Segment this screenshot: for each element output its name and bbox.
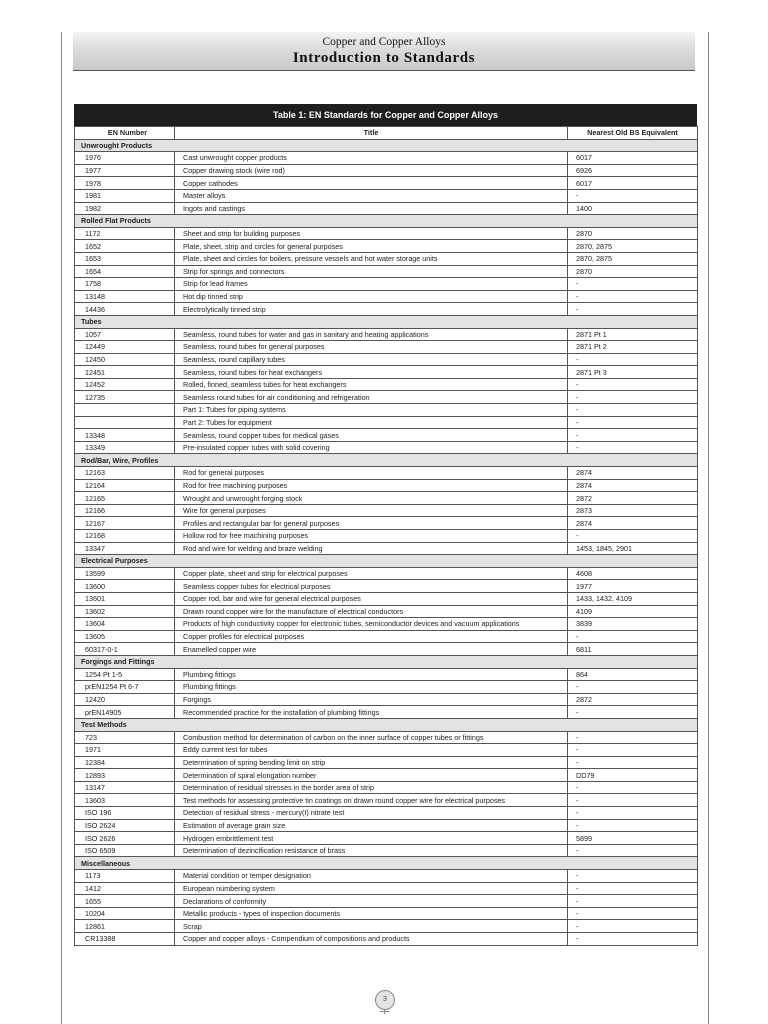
table-row (75, 920, 698, 933)
en-number-cell: 12735 (75, 391, 175, 404)
table-header-row (75, 127, 698, 140)
table-row (75, 240, 698, 253)
bs-equivalent-cell: 2871 Pt 3 (568, 366, 698, 379)
title-cell: Sheet and strip for building purposes (175, 227, 568, 240)
en-number-cell: 12893 (75, 769, 175, 782)
bs-equivalent-cell: - (568, 189, 698, 202)
bs-equivalent-cell: 1453, 1845, 2901 (568, 542, 698, 555)
table-row (75, 643, 698, 656)
title-cell: Plate, sheet, strip and circles for general purposes (175, 240, 568, 253)
table-row (75, 681, 698, 694)
table-row (75, 265, 698, 278)
en-number-cell: 12420 (75, 693, 175, 706)
en-number-cell: 1655 (75, 895, 175, 908)
table-row (75, 504, 698, 517)
table-row (75, 794, 698, 807)
en-number-cell: 1982 (75, 202, 175, 215)
bs-equivalent-cell: 2873 (568, 504, 698, 517)
en-number-cell: 13349 (75, 441, 175, 454)
en-number-cell: prEN14905 (75, 706, 175, 719)
standards-table (74, 104, 697, 946)
en-number-cell: ISO 6509 (75, 844, 175, 857)
en-number-cell: 12164 (75, 479, 175, 492)
table-row (75, 416, 698, 429)
title-cell: Material condition or temper designation (175, 870, 568, 883)
en-number-cell: 12165 (75, 492, 175, 505)
title-cell: Seamless, round tubes for general purposes (175, 341, 568, 354)
en-number-cell: 1654 (75, 265, 175, 278)
en-number-cell: 13602 (75, 605, 175, 618)
title-cell: European numbering system (175, 882, 568, 895)
title-cell: Profiles and rectangular bar for general purposes (175, 517, 568, 530)
table-row (75, 366, 698, 379)
title-cell: Strip for springs and connectors (175, 265, 568, 278)
table-row (75, 202, 698, 215)
bs-equivalent-cell: - (568, 731, 698, 744)
table-row (75, 177, 698, 190)
bs-equivalent-cell: - (568, 681, 698, 694)
bs-equivalent-cell: 2870, 2875 (568, 252, 698, 265)
en-number-cell: 12168 (75, 530, 175, 543)
table-row (75, 832, 698, 845)
table-row (75, 618, 698, 631)
bs-equivalent-cell: 6017 (568, 152, 698, 165)
title-cell: Ingots and castings (175, 202, 568, 215)
en-number-cell: ISO 2624 (75, 819, 175, 832)
bs-equivalent-cell: 2870 (568, 265, 698, 278)
bs-equivalent-cell: 2872 (568, 492, 698, 505)
table-row (75, 567, 698, 580)
bs-equivalent-cell: - (568, 391, 698, 404)
bs-equivalent-cell: 864 (568, 668, 698, 681)
column-header-bs-equivalent: Nearest Old BS Equivalent (568, 127, 698, 140)
en-number-cell: 12167 (75, 517, 175, 530)
table-row (75, 933, 698, 946)
section-row (75, 315, 698, 328)
title-cell: Eddy current test for tubes (175, 744, 568, 757)
bs-equivalent-cell: - (568, 895, 698, 908)
title-cell: Part 2: Tubes for equipment (175, 416, 568, 429)
en-number-cell: 13600 (75, 580, 175, 593)
title-cell: Pre-insulated copper tubes with solid covering (175, 441, 568, 454)
title-cell: Determination of dezincification resistance of brass (175, 844, 568, 857)
title-cell: Copper drawing stock (wire rod) (175, 164, 568, 177)
table-row (75, 517, 698, 530)
bs-equivalent-cell: - (568, 378, 698, 391)
bs-equivalent-cell: - (568, 781, 698, 794)
title-cell: Rod for general purposes (175, 467, 568, 480)
bs-equivalent-cell: - (568, 756, 698, 769)
en-number-cell: 1981 (75, 189, 175, 202)
bs-equivalent-cell: 6017 (568, 177, 698, 190)
title-cell: Wrought and unwrought forging stock (175, 492, 568, 505)
en-number-cell: prEN1254 Pt 6-7 (75, 681, 175, 694)
en-number-cell: 1977 (75, 164, 175, 177)
bs-equivalent-cell: 4608 (568, 567, 698, 580)
bs-equivalent-cell: 1977 (568, 580, 698, 593)
en-number-cell: 12451 (75, 366, 175, 379)
bs-equivalent-cell: - (568, 870, 698, 883)
en-number-cell: 13601 (75, 592, 175, 605)
section-row (75, 718, 698, 731)
title-cell: Detection of residual stress - mercury(I) nitrate test (175, 807, 568, 820)
title-cell: Metallic products - types of inspection documents (175, 907, 568, 920)
title-cell: Copper rod, bar and wire for general electrical purposes (175, 592, 568, 605)
badge-bar (380, 1011, 389, 1012)
bs-equivalent-cell: - (568, 933, 698, 946)
section-heading: Electrical Purposes (75, 555, 698, 568)
bs-equivalent-cell: 1433, 1432, 4109 (568, 592, 698, 605)
column-header-title: Title (175, 127, 568, 140)
title-cell: Hollow rod for free machining purposes (175, 530, 568, 543)
bs-equivalent-cell: - (568, 882, 698, 895)
bs-equivalent-cell: - (568, 429, 698, 442)
title-cell: Cast unwrought copper products (175, 152, 568, 165)
table-row (75, 227, 698, 240)
section-row (75, 857, 698, 870)
left-margin-rule (61, 32, 62, 1024)
en-number-cell: 1758 (75, 278, 175, 291)
title-cell: Determination of residual stresses in the border area of strip (175, 781, 568, 794)
table-row (75, 278, 698, 291)
title-cell: Determination of spiral elongation number (175, 769, 568, 782)
table-row (75, 341, 698, 354)
en-number-cell: 1172 (75, 227, 175, 240)
bs-equivalent-cell: - (568, 819, 698, 832)
section-row (75, 555, 698, 568)
table-row (75, 404, 698, 417)
table-row (75, 807, 698, 820)
bs-equivalent-cell: 2871 Pt 1 (568, 328, 698, 341)
bs-equivalent-cell: 5899 (568, 832, 698, 845)
title-cell: Hot dip tinned strip (175, 290, 568, 303)
title-cell: Recommended practice for the installation of plumbing fittings (175, 706, 568, 719)
table-row (75, 706, 698, 719)
en-number-cell: 14436 (75, 303, 175, 316)
table-row (75, 391, 698, 404)
en-number-cell: 12449 (75, 341, 175, 354)
page-number: 3 (375, 990, 395, 1010)
title-cell: Declarations of conformity (175, 895, 568, 908)
title-cell: Part 1: Tubes for piping systems (175, 404, 568, 417)
en-number-cell: 12384 (75, 756, 175, 769)
en-number-cell: 13148 (75, 290, 175, 303)
en-number-cell: CR13388 (75, 933, 175, 946)
title-cell: Strip for lead frames (175, 278, 568, 291)
bs-equivalent-cell: 2871 Pt 2 (568, 341, 698, 354)
bs-equivalent-cell: 1400 (568, 202, 698, 215)
en-number-cell: 1971 (75, 744, 175, 757)
title-cell: Plate, sheet and circles for boilers, pressure vessels and hot water storage units (175, 252, 568, 265)
title-cell: Master alloys (175, 189, 568, 202)
title-cell: Drawn round copper wire for the manufacture of electrical conductors (175, 605, 568, 618)
header-subtitle: Copper and Copper Alloys (322, 36, 446, 48)
title-cell: Enamelled copper wire (175, 643, 568, 656)
bs-equivalent-cell: - (568, 920, 698, 933)
bs-equivalent-cell: - (568, 844, 698, 857)
title-cell: Rod and wire for welding and braze welding (175, 542, 568, 555)
title-cell: Seamless copper tubes for electrical purposes (175, 580, 568, 593)
title-cell: Copper cathodes (175, 177, 568, 190)
table-row (75, 378, 698, 391)
table-row (75, 895, 698, 908)
en-number-cell: ISO 196 (75, 807, 175, 820)
bs-equivalent-cell: 2874 (568, 467, 698, 480)
table-row (75, 303, 698, 316)
bs-equivalent-cell: DD79 (568, 769, 698, 782)
bs-equivalent-cell: 2870 (568, 227, 698, 240)
en-number-cell: 12166 (75, 504, 175, 517)
table-row (75, 467, 698, 480)
bs-equivalent-cell: 3839 (568, 618, 698, 631)
title-cell: Hydrogen embrittlement test (175, 832, 568, 845)
section-heading: Unwrought Products (75, 139, 698, 152)
en-number-cell: 12861 (75, 920, 175, 933)
section-heading: Rolled Flat Products (75, 215, 698, 228)
section-heading: Test Methods (75, 718, 698, 731)
table-row (75, 630, 698, 643)
table-row (75, 252, 698, 265)
table-row (75, 756, 698, 769)
table-row (75, 731, 698, 744)
en-number-cell: 1173 (75, 870, 175, 883)
bs-equivalent-cell: 2874 (568, 517, 698, 530)
en-number-cell: 723 (75, 731, 175, 744)
bs-equivalent-cell: - (568, 303, 698, 316)
table-row (75, 882, 698, 895)
section-heading: Miscellaneous (75, 857, 698, 870)
en-number-cell: 1653 (75, 252, 175, 265)
en-number-cell: 13147 (75, 781, 175, 794)
table-row (75, 668, 698, 681)
title-cell: Copper plate, sheet and strip for electrical purposes (175, 567, 568, 580)
title-cell: Seamless, round tubes for water and gas in sanitary and heating applications (175, 328, 568, 341)
title-cell: Forgings (175, 693, 568, 706)
title-cell: Test methods for assessing protective tin coatings on drawn round copper wire for electrical purposes (175, 794, 568, 807)
title-cell: Electrolytically tinned strip (175, 303, 568, 316)
title-cell: Combustion method for determination of carbon on the inner surface of copper tubes or fittings (175, 731, 568, 744)
bs-equivalent-cell: - (568, 441, 698, 454)
en-number-cell: 13348 (75, 429, 175, 442)
section-row (75, 139, 698, 152)
table-row (75, 429, 698, 442)
page-title: Introduction to Standards (292, 50, 476, 66)
table-row (75, 844, 698, 857)
table-row (75, 492, 698, 505)
en-number-cell: 1057 (75, 328, 175, 341)
title-cell: Seamless, round capillary tubes (175, 353, 568, 366)
right-margin-rule (708, 32, 709, 1024)
en-number-cell: 12450 (75, 353, 175, 366)
table-row (75, 781, 698, 794)
bs-equivalent-cell: 2870, 2875 (568, 240, 698, 253)
bs-equivalent-cell: - (568, 807, 698, 820)
title-cell: Seamless, round copper tubes for medical gases (175, 429, 568, 442)
en-number-cell: 13599 (75, 567, 175, 580)
column-header-en-number: EN Number (75, 127, 175, 140)
section-row (75, 215, 698, 228)
en-number-cell (75, 404, 175, 417)
table-row (75, 290, 698, 303)
table-row (75, 693, 698, 706)
en-number-cell: 12163 (75, 467, 175, 480)
table-row (75, 870, 698, 883)
en-number-cell: 1978 (75, 177, 175, 190)
table-row (75, 907, 698, 920)
title-cell: Copper profiles for electrical purposes (175, 630, 568, 643)
table-row (75, 353, 698, 366)
table-body (75, 139, 698, 945)
bs-equivalent-cell: - (568, 794, 698, 807)
table-row (75, 328, 698, 341)
bs-equivalent-cell: - (568, 706, 698, 719)
table-title: Table 1: EN Standards for Copper and Copper Alloys (74, 104, 697, 126)
table-row (75, 580, 698, 593)
bs-equivalent-cell: 6811 (568, 643, 698, 656)
table-row (75, 769, 698, 782)
title-cell: Plumbing fittings (175, 668, 568, 681)
table-row (75, 530, 698, 543)
section-heading: Tubes (75, 315, 698, 328)
en-number-cell: 13605 (75, 630, 175, 643)
table-row (75, 164, 698, 177)
bs-equivalent-cell: - (568, 290, 698, 303)
table-row (75, 605, 698, 618)
table-row (75, 592, 698, 605)
standards-grid (74, 126, 698, 946)
bs-equivalent-cell: - (568, 530, 698, 543)
bs-equivalent-cell: - (568, 907, 698, 920)
bs-equivalent-cell: - (568, 278, 698, 291)
table-row (75, 819, 698, 832)
title-cell: Rolled, finned, seamless tubes for heat exchangers (175, 378, 568, 391)
en-number-cell: 10204 (75, 907, 175, 920)
en-number-cell: 1254 Pt 1-5 (75, 668, 175, 681)
en-number-cell: 1652 (75, 240, 175, 253)
section-row (75, 655, 698, 668)
title-cell: Determination of spring bending limit on strip (175, 756, 568, 769)
section-heading: Forgings and Fittings (75, 655, 698, 668)
bs-equivalent-cell: 4109 (568, 605, 698, 618)
en-number-cell (75, 416, 175, 429)
table-row (75, 152, 698, 165)
title-cell: Scrap (175, 920, 568, 933)
en-number-cell: 60317-0-1 (75, 643, 175, 656)
en-number-cell: 13603 (75, 794, 175, 807)
en-number-cell: 1976 (75, 152, 175, 165)
table-row (75, 744, 698, 757)
title-cell: Rod for free machining purposes (175, 479, 568, 492)
page-number-badge (375, 990, 395, 1016)
bs-equivalent-cell: - (568, 353, 698, 366)
bs-equivalent-cell: 2872 (568, 693, 698, 706)
title-cell: Wire for general purposes (175, 504, 568, 517)
title-cell: Copper and copper alloys - Compendium of compositions and products (175, 933, 568, 946)
title-cell: Products of high conductivity copper for electronic tubes, semiconductor devices and vacuum applications (175, 618, 568, 631)
bs-equivalent-cell: - (568, 630, 698, 643)
en-number-cell: 13347 (75, 542, 175, 555)
section-heading: Rod/Bar, Wire, Profiles (75, 454, 698, 467)
section-row (75, 454, 698, 467)
bs-equivalent-cell: - (568, 416, 698, 429)
table-row (75, 479, 698, 492)
table-row (75, 542, 698, 555)
header-divider (73, 70, 695, 71)
title-cell: Seamless, round tubes for heat exchangers (175, 366, 568, 379)
title-cell: Plumbing fittings (175, 681, 568, 694)
title-cell: Estimation of average grain size (175, 819, 568, 832)
bs-equivalent-cell: - (568, 404, 698, 417)
en-number-cell: 1412 (75, 882, 175, 895)
en-number-cell: 13604 (75, 618, 175, 631)
bs-equivalent-cell: 2874 (568, 479, 698, 492)
table-row (75, 189, 698, 202)
bs-equivalent-cell: 6926 (568, 164, 698, 177)
en-number-cell: 12452 (75, 378, 175, 391)
en-number-cell: ISO 2626 (75, 832, 175, 845)
table-row (75, 441, 698, 454)
title-cell: Seamless round tubes for air conditioning and refrigeration (175, 391, 568, 404)
page-header (73, 32, 695, 70)
bs-equivalent-cell: - (568, 744, 698, 757)
